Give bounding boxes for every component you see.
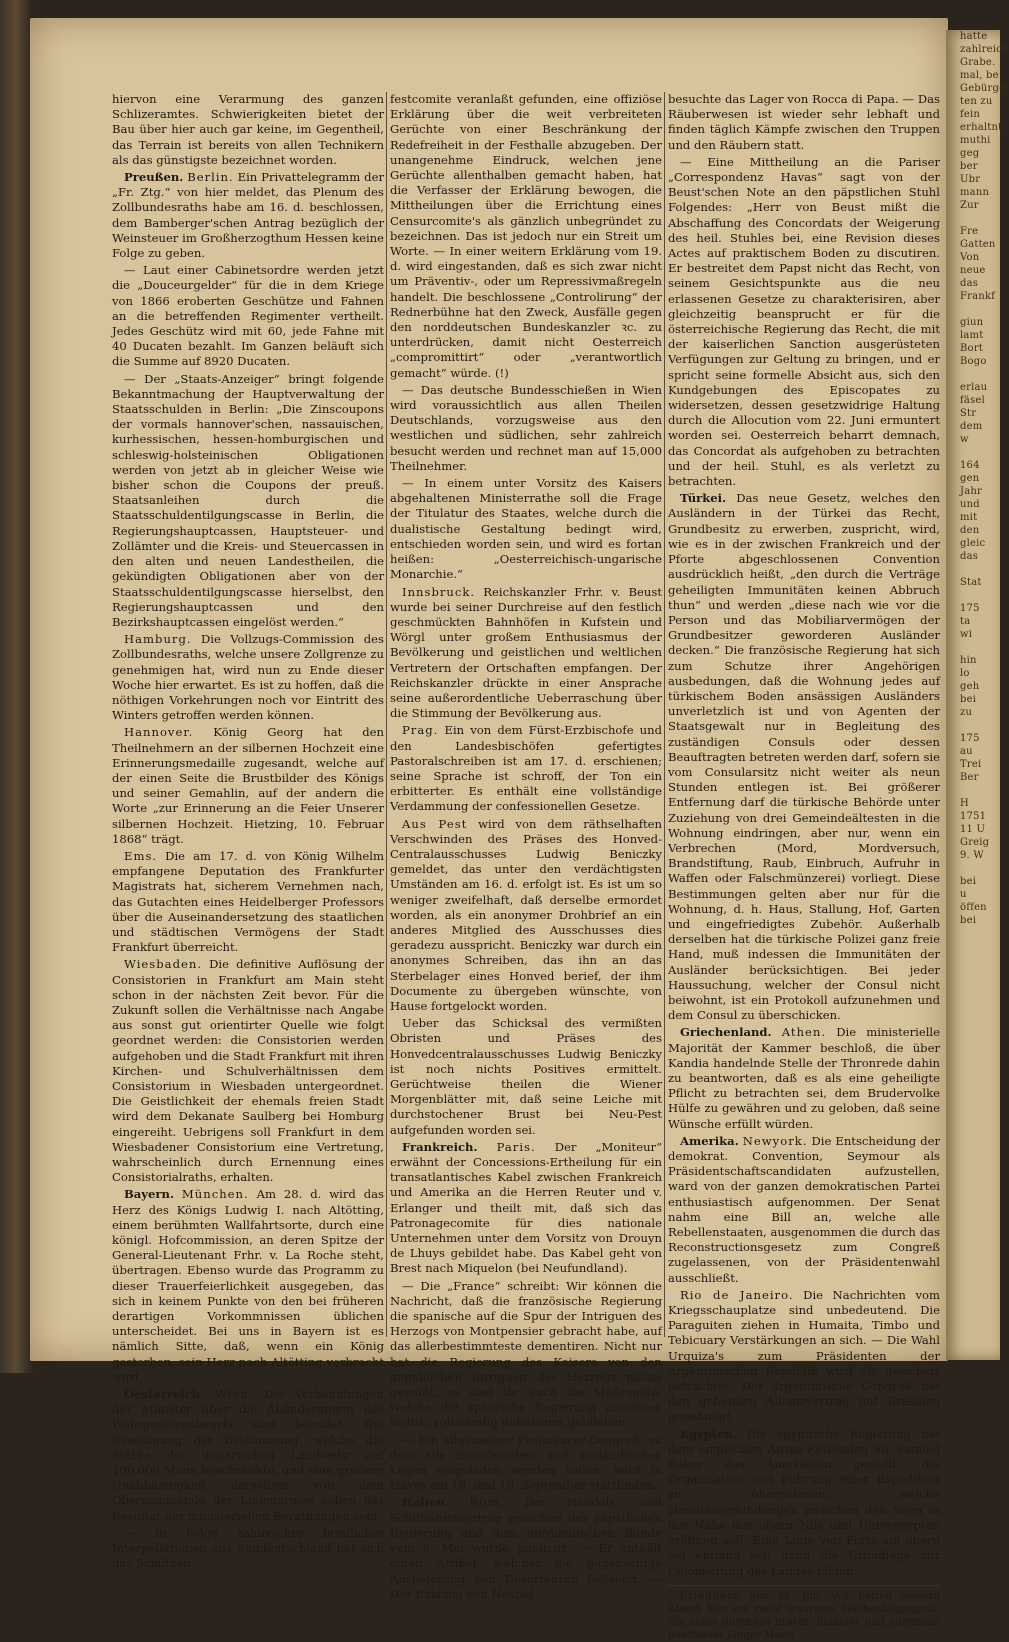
edge-fragment: Ber	[960, 772, 979, 783]
paragraph-text: besuchte das Lager von Rocca di Papa. — Das Räuberwesen ist wieder sehr lebhaft und finden täglich Kämpfe zwischen den Truppen und den Räubern statt.	[668, 92, 940, 152]
paragraph-text: Das neue Gesetz, welches den Ausländern in der Türkei das Recht, Grundbesitz zu erwerben, zuspricht, wird, wie es in der zwischen Frankreich und der Pforte abgeschlossenen Convention ausdrücklich heißt, „den durch die Verträge geheiligten Immunitäten keinen Abbruch thun“ und werden „diese nach wie vor die Person und das Mobiliarvermögen der Grundbesitzer geworderen Ausländer decken.“ Die französische Regierung hat sich zum Schutze ihrer Angehörigen ausbedungen, daß die Wohnung jedes auf türkischem Boden ansässigen Ausländers unverletzlich ist und von Agenten der Staatsgewalt nur in Begleitung des zuständigen Consuls oder dessen Beauftragten betreten werden darf, sofern sie vom Consularsitz nicht weiter als neun Stunden entlegen ist. Bei größerer Entfernung darf die türkische Behörde unter Zuziehung von drei Gemeindeältesten in die Wohnung eindringen, aber nur, wenn ein Verbrechen (Mord, Mordversuch, Brandstiftung, Raub, Einbruch, Aufruhr in Waffen oder Falschmünzerei) vorliegt. Diese Bestimmungen gelten aber nur für die Wohnung, d. h. Haus, Stallung, Hof, Garten und eingefriedigtes Zubehör. Außerhalb derselben hat die türkische Polizei ganz freie Hand, muß indessen die Immunitäten der Ausländer berücksichtigen. Bei jeder Haussuchung, welcher der Consul nicht beiwohnt, ist ein Protokoll aufzunehmen und dem Consul zu überschicken.	[668, 491, 940, 1023]
article-paragraph	[668, 1134, 940, 1286]
paragraph-text: Die ministerielle Majorität der Kammer beschloß, die über Kandia handelnde Stelle der Thronrede dahin zu beantworten, daß es als eine geheiligte Pflicht zu betrachten sei, dem Brudervolke Hülfe zu gewähren und zu geloben, daß seine Wünsche erfüllt würden.	[668, 1025, 940, 1131]
section-heading: Bayern.	[124, 1187, 174, 1202]
edge-fragment: mal, be	[960, 70, 999, 81]
section-heading: Egypten.	[680, 1426, 737, 1441]
edge-fragment: ten zu	[960, 96, 993, 107]
edge-fragment: erlau	[960, 382, 988, 393]
dateline: Athen.	[781, 1025, 827, 1040]
article-paragraph	[668, 155, 940, 489]
article-paragraph	[112, 1187, 384, 1385]
article-paragraph	[112, 725, 384, 847]
paragraph-text: — In Folge zahlreicher brieflicher Interpellationen aus Süddeutschland hat sich das Schützen-	[112, 1525, 384, 1571]
article-paragraph	[668, 491, 940, 1023]
edge-fragment: das	[960, 551, 979, 562]
article-paragraph	[668, 1590, 940, 1642]
edge-fragment: hin	[960, 655, 977, 666]
edge-fragment	[946, 862, 1000, 875]
article-paragraph	[112, 372, 384, 630]
edge-fragment: Gebürge	[960, 83, 1006, 94]
paragraph-text: Die egyptische Regierung hat dem englischen Afrika-Reisenden Sir Samuel Baker das Anerbieten gestellt, die Organisation und Führung einer Expedition zu übernehmen, welche Handelsverbindungen zwischen den Seen in der Nähe des obern Nils und Unteregypten eröffnen soll. Eine Linie von Forts am obern Nil entlang soll dann die Grundlage zur Colonisirung des Landes bilden.	[668, 1426, 940, 1578]
edge-fragment: Ubr	[960, 174, 981, 185]
paragraph-text: Ein Privattelegramm der „Fr. Ztg.“ von hier meldet, das Plenum des Zollbundesraths habe am 16. d. beschlossen, dem Bamberger'schen Antrag bezüglich der Weinsteuer im Großherzogthum Hessen keine Folge zu geben.	[112, 170, 384, 261]
article-paragraph	[668, 1025, 940, 1131]
section-heading: Griechenland.	[680, 1025, 772, 1040]
dateline: Wien.	[214, 1387, 254, 1402]
article-paragraph	[668, 92, 940, 153]
section-heading: Türkei.	[680, 491, 727, 506]
edge-fragment	[946, 784, 1000, 797]
article-paragraph	[112, 1387, 384, 1524]
edge-fragment	[946, 446, 1000, 459]
column-rule	[386, 92, 387, 1337]
paragraph-text: — Ein allgemeiner Freimaurer-Congreß, zu dem alle französischen und ausländischen Logen eingeladen werden sollen, wird in Havre am 18. und 19. September stattfinden.	[390, 1432, 662, 1493]
edge-fragment	[946, 368, 1000, 381]
article-paragraph	[390, 1433, 662, 1494]
next-page-edge	[946, 30, 1009, 1360]
edge-fragment: gen	[960, 473, 980, 484]
article-paragraph	[390, 585, 662, 722]
dateline: Innsbruck.	[402, 584, 476, 599]
article-paragraph	[390, 1140, 662, 1277]
paragraph-text: Die definitive Auflösung der Consistorien in Frankfurt am Main steht schon in der nächsten Zeit bevor. Für die Zukunft sollen die Verhältnisse nach Angabe aus sonst gut orientirter Quelle wie folgt geordnet werden: die Consistorien werden aufgehoben und die Stadt Frankfurt mit ihren Kirchen- und Schulverhältnissen dem Consistorium in Wiesbaden untergeordnet. Die Geistlichkeit der ehemals freien Stadt wird dem Dekanate Saulberg bei Homburg eingereiht. Uebrigens soll Frankfurt in dem Wiesbadener Consistorium eine Vertretung, wahrscheinlich durch Ernennung eines Consistorialraths, erhalten.	[112, 957, 384, 1185]
section-heading: Italien.	[402, 1495, 449, 1510]
paragraph-text: Ein von dem Fürst-Erzbischofe und den Landesbischöfen gefertigtes Pastoralschreiben ist am 17. d. erschienen; seine Sprache ist schroff, der Ton ein erbitterter. Es enthält eine vollständige Verdammung der confessionellen Gesetze.	[390, 723, 663, 814]
edge-fragment: hatte	[960, 31, 988, 42]
edge-fragment: Zur	[960, 200, 979, 211]
article-paragraph	[668, 1427, 940, 1579]
edge-fragment: mann	[960, 187, 990, 198]
section-heading: Frankreich.	[402, 1139, 478, 1154]
edge-fragment: Trei	[960, 759, 982, 770]
article-paragraph	[390, 383, 662, 474]
dateline: Rom.	[469, 1495, 504, 1510]
edge-fragment: Jahr	[960, 486, 982, 497]
article-paragraph	[112, 263, 384, 369]
edge-fragment: bei	[960, 876, 977, 887]
edge-fragment: bei	[960, 915, 977, 926]
edge-fragment: gleic	[960, 538, 986, 549]
news-column-3	[668, 92, 941, 1641]
paragraph-text: — Laut einer Cabinetsordre werden jetzt die „Douceurgelder“ für die in dem Kriege von 1866 eroberten Geschütze und Fahnen an die betreffenden Regimenter vertheilt. Jedes Geschütz wird mit 60, jede Fahne mit 40 Ducaten bezahlt. Im Ganzen beläuft sich die Summe auf 8920 Ducaten.	[112, 263, 384, 369]
paragraph-text: — Die „France“ schreibt: Wir können die Nachricht, daß die französische Regierung die spanische auf die Spur der Intriguen des Herzogs von Montpensier gebracht habe, auf das allerbestimmteste dementiren. Nicht nur hat die Regierung des Kaisers von den angeblichen Intriguen des Herzogs nichts gewußt, es sind ihr auch die Maßregeln, welche die spanische Regierung anordnen wollte, vollständig unbekannt geblieben.	[390, 1278, 662, 1430]
paragraph-text: Der „Moniteur“ erwähnt der Concessions-Ertheilung für ein transatlantisches Kabel zwischen Frankreich und Amerika an die Herren Reuter und v. Erlanger und theilt mit, daß sich das Patronagecomite für dies nationale Unternehmen unter dem Vorsitz von Drouyn de Lhuys gebildet habe. Das Kabel geht von Brest nach Miquelon (bei Neufundland).	[390, 1139, 663, 1276]
article-paragraph	[112, 92, 384, 168]
article-paragraph	[112, 170, 384, 261]
edge-fragment: H	[960, 798, 969, 809]
edge-fragment: geh	[960, 681, 980, 692]
edge-fragment: 175	[960, 603, 980, 614]
dateline: Hamburg.	[124, 632, 192, 647]
edge-fragment: Str	[960, 408, 977, 419]
edge-fragment	[946, 641, 1000, 654]
edge-fragment: Von	[960, 252, 980, 263]
edge-fragment: lo	[960, 668, 970, 679]
dateline: Aus Pest	[402, 816, 468, 831]
dateline: Wiesbaden.	[124, 957, 202, 972]
dateline: Prag.	[402, 723, 439, 738]
edge-fragment: dem	[960, 421, 983, 432]
column-rule	[664, 92, 665, 1337]
edge-fragment: Fre	[960, 226, 979, 237]
edge-fragment: ta	[960, 616, 971, 627]
article-paragraph	[390, 92, 662, 381]
edge-fragment: w	[960, 434, 969, 445]
edge-fragment: mit	[960, 512, 978, 523]
article-paragraph	[112, 849, 384, 955]
paragraph-text: — In einem unter Vorsitz des Kaisers abgehaltenen Ministerrathe soll die Frage der Titulatur des Staates, welche durch die dualistische Gestaltung bedingt wird, entschieden worden sein, und wird es fortan heißen: „Oesterreichisch-ungarische Monarchie.“	[390, 476, 662, 582]
edge-fragment: wi	[960, 629, 973, 640]
paragraph-text: Reichskanzler Frhr. v. Beust wurde bei seiner Durchreise auf den festlich geschmückten Bahnhöfen in Kufstein und Wörgl unter großem Enthusiasmus der Bevölkerung und geistlichen und weltlichen Vertretern der Ortschaften empfangen. Der Reichskanzler drückte in einer Ansprache seine außerordentliche Ueberraschung über die Stimmung der Bevölkerung aus.	[390, 584, 662, 721]
edge-fragment: bei	[960, 694, 977, 705]
dateline: Newyork.	[742, 1133, 808, 1148]
book-spine	[0, 0, 34, 1373]
paragraph-text: — Eine Mittheilung an die Pariser „Correspondenz Havas“ sagt von der Beust'schen Note an den päpstlichen Stuhl Folgendes: „Herr von Beust mißt die Abschaffung des Concordats der Weigerung des heil. Stuhles bei, eine Revision dieses Actes auf praktischem Boden zu discutiren. Er bestreitet dem Papst nicht das Recht, von seinem Gesichtspunkte aus die neu erlassenen Gesetze zu charakterisiren, aber gleichzeitig beansprucht er für die österreichische Regierung das Recht, die mit der kaiserlichen Sanction ausgerüsteten Verfügungen zur Geltung zu bringen, und er spricht seine formelle Absicht aus, sich den Kundgebungen des Episcopates zu widersetzen, dessen gesetzwidrige Haltung durch die Allocution vom 22. Juni ermuntert worden sei. Oesterreich beharrt demnach, das Concordat als aufgehoben zu betrachten und der heil. Stuhl, es als verletzt zu betrachten.	[668, 154, 940, 489]
edge-fragment: Frankf	[960, 291, 996, 302]
dateline: Rio de Janeiro.	[680, 1287, 794, 1302]
edge-fragment	[946, 303, 1000, 316]
edge-fragment	[946, 589, 1000, 602]
edge-fragment: 164	[960, 460, 980, 471]
news-column-1	[112, 92, 385, 1571]
article-paragraph	[668, 1288, 940, 1425]
article-paragraph	[112, 957, 384, 1185]
paragraph-text: Die am 17. d. von König Wilhelm empfangene Deputation des Frankfurter Magistrats hat, sicherem Vernehmen nach, das Gutachten eines Heidelberger Professors über die Auseinandersetzung des staatlichen und städtischen Vermögens der Stadt Frankfurt überreicht.	[112, 848, 384, 955]
edge-fragment: öffen	[960, 902, 987, 913]
edge-fragment: das	[960, 278, 979, 289]
edge-fragment: u	[960, 889, 967, 900]
article-paragraph	[390, 723, 662, 814]
edge-fragment: erhaltnt	[960, 122, 1003, 133]
edge-fragment	[946, 719, 1000, 732]
paragraph-text: festcomite veranlaßt gefunden, eine offiziöse Erklärung über die weit verbreiteten Gerüchte von einer Beschränkung der Redefreiheit in der Festhalle abzugeben. Der unangenehme Eindruck, welchen jene Gerüchte allenthalben gemacht haben, hat die Verfasser der Erklärung bewogen, die Mittheilungen über die Errichtung eines Censurcomite's als gänzlich unbegründet zu bezeichnen. Das ist jedoch nur ein Streit um Worte. — In einer weitern Erklärung vom 19. d. wird eingestanden, daß es sich zwar nicht um Präventiv-, oder um Repressivmaßregeln handelt. Die beschlossene „Controlirung“ der Rednerbühne hat den Zweck, Ausfälle gegen den norddeutschen Bundeskanzler ꝛc. zu unterdrücken, damit nicht Oesterreich „compromittirt“ oder „verantwortlich gemacht“ würde. (!)	[390, 92, 662, 380]
paragraph-text: Ueber das Schicksal des vermißten Obristen und Präses des Honvedcentralausschusses Ludwig Beniczky ist noch nichts Positives ermittelt. Gerüchtweise theilen die Wiener Morgenblätter mit, daß seine Leiche mit durchstochener Brust bei Neu-Pest aufgefunden worden sei.	[390, 1016, 662, 1137]
article-paragraph	[390, 817, 662, 1015]
edge-fragment: 11 U	[960, 824, 986, 835]
article-paragraph	[390, 1279, 662, 1431]
edge-fragment: 9. W	[960, 850, 984, 861]
edge-fragment: und	[960, 499, 980, 510]
edge-fragment: Stat	[960, 577, 982, 588]
dateline: Friedberg	[680, 1590, 741, 1602]
article-paragraph	[112, 1526, 384, 1572]
article-paragraph	[390, 1016, 662, 1138]
edge-fragment	[946, 212, 1000, 225]
edge-fragment: ber	[960, 161, 978, 172]
paragraph-text: Am 28. d. wird das Herz des Königs Ludwig I. nach Altötting, einem berühmten Wallfahrtsorte, durch eine königl. Hofcommission, an deren Spitze der General-Lieutenant Frhr. v. La Roche steht, übertragen. Ebenso wurde das Programm zu dieser Trauerfeierlichkeit ausgegeben, das sich in keinem Punkte von den bei früheren derartigen Vorkommnissen üblichen unterscheidet. Bei uns in Bayern ist es nämlich Sitte, daß, wenn ein König gestorben, sein Herz nach Altötting verbracht wird.	[112, 1187, 384, 1384]
paragraph-text: Die Vollzugs-Commission des Zollbundesraths, welche unsere Zollgrenze zu genehmigen hat, wird nun zu Ende dieser Woche hier erwartet. Es ist zu hoffen, daß die nöthigen Vorkehrungen noch vor Eintritt des Winters getroffen werden können.	[112, 632, 384, 723]
edge-fragment: muthi	[960, 135, 991, 146]
edge-fragment: lamt	[960, 330, 984, 341]
edge-fragment: zu	[960, 707, 973, 718]
edge-fragment: fäsel	[960, 395, 985, 406]
paragraph-text: — Der „Staats-Anzeiger“ bringt folgende Bekanntmachung der Hauptverwaltung der Staatsschulden in Berlin: „Die Zinscoupons der vormals hannover'schen, nassauischen, kurhessischen, hessen-homburgischen und schleswig-holsteinischen Obligationen werden von jetzt ab in gleicher Weise wie bisher schon die Coupons der preuß. Staatsanleihen durch die Staatsschuldentilgungscasse in Berlin, die Regierungshauptcassen, Hauptsteuer- und Zollämter und die Kreis- und Steuercassen in den alten und neuen Landestheilen, die gekündigten Obligationen aber von der Staatsschuldentilgungscasse hierselbst, den Regierungshauptcassen und den Bezirkshauptcassen eingelöst werden.“	[112, 371, 384, 629]
edge-fragment: Bort	[960, 343, 983, 354]
paragraph-text: Die Entscheidung der demokrat. Convention, Seymour als Präsidentschaftscandidaten aufzustellen, ward von der ganzen demokratischen Partei enthusiastisch aufgenommen. Der Senat nahm eine Bill an, welche alle Rebellenstaaten, ausgenommen die durch das Reconstructionsgesetz zum Congreß zugelassenen, von der Präsidentenwahl ausschließt.	[668, 1133, 941, 1285]
dateline: Paris.	[496, 1139, 536, 1154]
edge-fragment: 1751	[960, 811, 987, 822]
paragraph-text: Die Nachrichten vom Kriegsschauplatze sind unbedeutend. Die Paraguiten ziehen in Humaita, Timbo und Tebicuary Verstärkungen an sich. — Die Wahl Urquiza's zum Präsidenten der Argentinischen Republik wird als gesichert betrachtet. Der argentinische Congreß hat den geheimen Allianzvertrag mit Brasilien genehmigt.	[668, 1287, 941, 1424]
edge-fragment	[946, 563, 1000, 576]
paragraph-text: hiervon eine Verarmung des ganzen Schlizeramtes. Schwierigkeiten bietet der Bau über hier auch gar keine, im Gegentheil, das Terrain ist bereits von allen Technikern als das günstigste bezeichnet worden.	[112, 92, 384, 167]
dateline: München.	[181, 1187, 249, 1202]
paragraph-text: Die Verhandlungen der Minister über die Abänderungen des Wehrgesetzentwurfs sind beendet. Die Beseitigung der Bestimmung, welche die Stärke der ungarischen Landwehr auf 100,000 Mann beschränkte, und eine größere Unabhängigkeit derselben von dem Obercommando der Linienarmee sollen das Resultat der ministeriellen Berathungen sein.	[112, 1387, 384, 1523]
article-paragraph	[112, 632, 384, 723]
edge-fragment: zahlreich	[960, 44, 1009, 55]
edge-fragment: giun	[960, 317, 984, 328]
paragraph-text: — Das deutsche Bundesschießen in Wien wird voraussichtlich aus allen Theilen Deutschlands, vorzugsweise aus den westlichen und südlichen, sehr zahlreich besucht werden und rechnet man auf 15,000 Theilnehmer.	[390, 382, 662, 473]
dateline: Ems.	[124, 848, 158, 863]
article-paragraph	[390, 1495, 662, 1601]
news-column-2	[390, 92, 663, 1601]
edge-fragment: Grabe.	[960, 57, 996, 68]
edge-fragment: fein	[960, 109, 981, 120]
edge-fragment: geg	[960, 148, 980, 159]
section-heading: Amerika.	[680, 1133, 739, 1148]
edge-fragment: Greig	[960, 837, 990, 848]
edge-fragment: Bogo	[960, 356, 987, 367]
section-heading: Preußen.	[124, 170, 184, 185]
edge-fragment: den	[960, 525, 980, 536]
edge-fragment: 175	[960, 733, 980, 744]
local-news-separator	[668, 1585, 940, 1586]
dateline: Berlin.	[187, 170, 234, 185]
paragraph-text: den 22. Juli. Wir hatten gestern Abend hier ein recht trauriges Leichenbegängniß. Ein sonst durchaus braver, fleißiger und allgemein geachteter junger Mann	[668, 1590, 940, 1641]
edge-fragment: au	[960, 746, 973, 757]
edge-fragment: Gatten	[960, 239, 996, 250]
edge-fragment: neue	[960, 265, 986, 276]
paragraph-text: wird von dem räthselhaften Verschwinden des Präses des Honved-Centralausschusses Ludwig Beniczky gemeldet, das unter den verdächtigsten Umständen am 16. d. erfolgt ist. Es ist um so weniger zweifelhaft, daß derselbe ermordet worden, als ein anonymer Drohbrief an ein anderes Mitglied des Ausschusses dies geradezu ausspricht. Beniczky war durch ein anonymes Schreiben, das ihn an das Sterbelager eines Honved berief, der ihm Documente zu übergeben wünschte, von Hause fortgelockt worden.	[390, 816, 662, 1013]
dateline: Hannover.	[124, 725, 194, 740]
paragraph-text: König Georg hat den Theilnehmern an der silbernen Hochzeit eine Erinnerungsmedaille zugesandt, welche auf der einen Seite die Brustbilder des Königs und seiner Gemahlin, auf der andern die Worte „zur Erinnerung an die Feier Unserer silbernen Hochzeit. Hietzing, 10. Februar 1868“ trägt.	[112, 725, 385, 846]
article-paragraph	[390, 476, 662, 582]
section-heading: Oesterreich.	[124, 1387, 205, 1402]
paragraph-text: Der Handels- und Schifffahrtsvertrag zwischen der päpstlichen Regierung und dem norddeutschen Bunde vom 8. Mai wurde publicirt. — Er enthält einen Artikel, welcher die gegenseitige Auslieferung von Deserteuren festsetzt. — Der Exkönig von Neapel	[390, 1495, 662, 1601]
